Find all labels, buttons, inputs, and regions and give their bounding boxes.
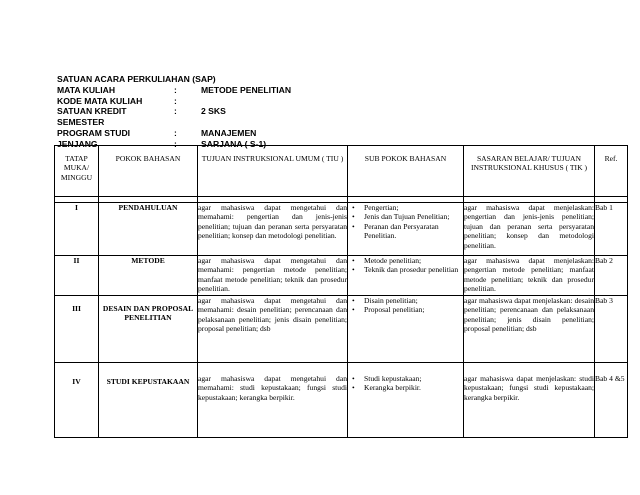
subtopic-cell [348,296,464,363]
header-colon: : [174,127,177,138]
header-label: KODE MATA KULIAH [57,95,143,106]
subtopic-cell [348,203,464,256]
header-value: MANAJEMEN [201,127,257,138]
ref-cell: Bab 2 [595,256,628,296]
list-item: • Kerangka berpikir. [348,383,463,392]
header-row-code [57,96,291,107]
column-header-week: TATAP MUKA/ MINGGU [55,146,99,197]
tik-cell: agar mahasiswa dapat menjelaskan: studi kepustakaan; fungsi studi kepustakaan; kerangka berpikir. [464,363,595,438]
ref-cell: Bab 3 [595,296,628,363]
header-row-credits [57,106,291,128]
subtopic-cell [348,256,464,296]
document-header [57,74,291,150]
tiu-cell: agar mahasiswa dapat mengetahui dan memahami: desain penelitian; perencanaan dan pelaksanaan penelitian; jenis disain penelitian; proposal penelitian; dsb [198,296,348,363]
header-label: MATA KULIAH [57,84,116,95]
table-row [55,203,628,256]
column-header-ref: Ref. [595,146,628,197]
subtopic-list [348,256,463,275]
header-value: 2 SKS [201,106,226,117]
tik-cell: agar mahasiswa dapat menjelaskan: pengertian metode penelitian; manfaat metode penelitian; teknik dan prosedur penelitian. [464,256,595,296]
tiu-cell: agar mahasiswa dapat mengetahui dan memahami: pengertian metode penelitian; manfaat metode penelitian; teknik dan prosedur penelitian. [198,256,348,296]
topic-cell: METODE [99,256,198,296]
header-colon: : [174,95,177,106]
tik-cell: agar mahasiswa dapat menjelaskan: desain penelitian; perencanaan dan pelaksanaan penelitian; jenis disain penelitian; proposal penelitian; dsb [464,296,595,363]
tik-cell: agar mahasiswa dapat menjelaskan: pengertian dan jenis-jenis penelitian; tujuan dan peranan serta persyaratan penelitian; konsep dan metodologi penelitian. [464,203,595,256]
ref-cell: Bab 1 [595,203,628,256]
week-cell: IV [55,363,99,438]
list-item: • Disain penelitian; [348,296,463,305]
ref-cell: Bab 4 &5 [595,363,628,438]
subtopic-list [348,203,463,241]
header-label: PROGRAM STUDI [57,127,131,138]
list-item: • Proposal penelitian; [348,305,463,314]
tiu-cell: agar mahasiswa dapat mengetahui dan memahami: pengertian dan jenis-jenis penelitian; tujuan dan peranan serta persyaratan penelitian; konsep dan metodologi penelitian. [198,203,348,256]
column-header-tik: SASARAN BELAJAR/ TUJUAN INSTRUKSIONAL KHUSUS ( TIK ) [464,146,595,197]
table-row [55,296,628,363]
header-value: SARJANA ( S-1) [201,138,267,149]
table-header-row [55,146,628,197]
topic-cell: PENDAHULUAN [99,203,198,256]
list-item: • Pengertian; [348,203,463,212]
week-cell: III [55,296,99,363]
topic-cell: DESAIN DAN PROPOSAL PENELITIAN [99,296,198,363]
list-item: • Jenis dan Tujuan Penelitian; [348,212,463,221]
header-row-program [57,128,291,139]
header-colon: : [174,106,177,117]
sap-table [54,145,628,438]
header-row-course [57,85,291,96]
table-row [55,256,628,296]
topic-cell: STUDI KEPUSTAKAAN [99,363,198,438]
list-item: • Teknik dan prosedur penelitian [348,265,463,274]
header-label: JENJANG [57,138,98,149]
column-header-subtopic: SUB POKOK BAHASAN [348,146,464,197]
subtopic-list [348,374,463,393]
list-item: • Peranan dan Persyaratan Penelitian. [348,222,463,241]
tiu-cell: agar mahasiswa dapat mengetahui dan memahami: studi kepustakaan; fungsi studi kepustakaan; kerangka berpikir. [198,363,348,438]
week-cell: I [55,203,99,256]
column-header-tiu: TUJUAN INSTRUKSIONAL UMUM ( TIU ) [198,146,348,197]
subtopic-list [348,296,463,315]
header-value: METODE PENELITIAN [201,84,292,95]
subtopic-cell [348,363,464,438]
list-item: • Metode penelitian; [348,256,463,265]
week-cell: II [55,256,99,296]
header-colon: : [174,138,177,149]
list-item: • Studi kepustakaan; [348,374,463,383]
column-header-topic: POKOK BAHASAN [99,146,198,197]
document-title: SATUAN ACARA PERKULIAHAN (SAP) [57,74,216,84]
header-label: SATUAN KREDIT SEMESTER [57,106,127,128]
table-row [55,363,628,438]
header-colon: : [174,84,177,95]
